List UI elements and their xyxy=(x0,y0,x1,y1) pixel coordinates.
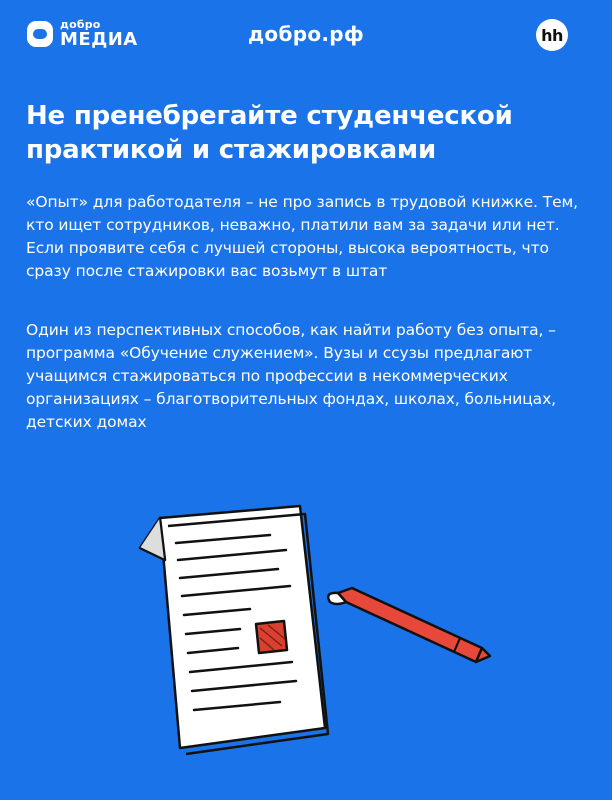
stamp-mark xyxy=(256,621,287,653)
dobro-media-logo-small: добро xyxy=(60,18,101,31)
paragraph-experience: «Опыт» для работодателя – не про запись в трудовой книжке. Тем, кто ищет сотрудников, неважно, платили вам за задачи или нет. Если проявите себя с лучшей стороны, высока вероятность, что сразу после стажировки вас возьмут в штат xyxy=(26,193,578,280)
hh-logo-icon[interactable]: hh xyxy=(536,19,568,51)
dobro-media-logo-big: МЕДИА xyxy=(60,29,138,50)
pen-illustration xyxy=(328,588,490,662)
document-and-pen-illustration xyxy=(110,498,500,778)
page-title: Не пренебрегайте студенческой практикой и стажировками xyxy=(26,101,513,165)
dobro-rf-logo[interactable]: добро.рф xyxy=(247,22,365,46)
paragraph-program: Один из перспективных способов, как найти работу без опыта, – программа «Обучение служением». Вузы и ссузы предлагают учащимся стажироваться по профессии в некоммерческих организациях – благотворительных фондах, школах, больницах, детских домах xyxy=(26,321,556,431)
header xyxy=(0,0,612,70)
document-illustration xyxy=(140,506,328,754)
